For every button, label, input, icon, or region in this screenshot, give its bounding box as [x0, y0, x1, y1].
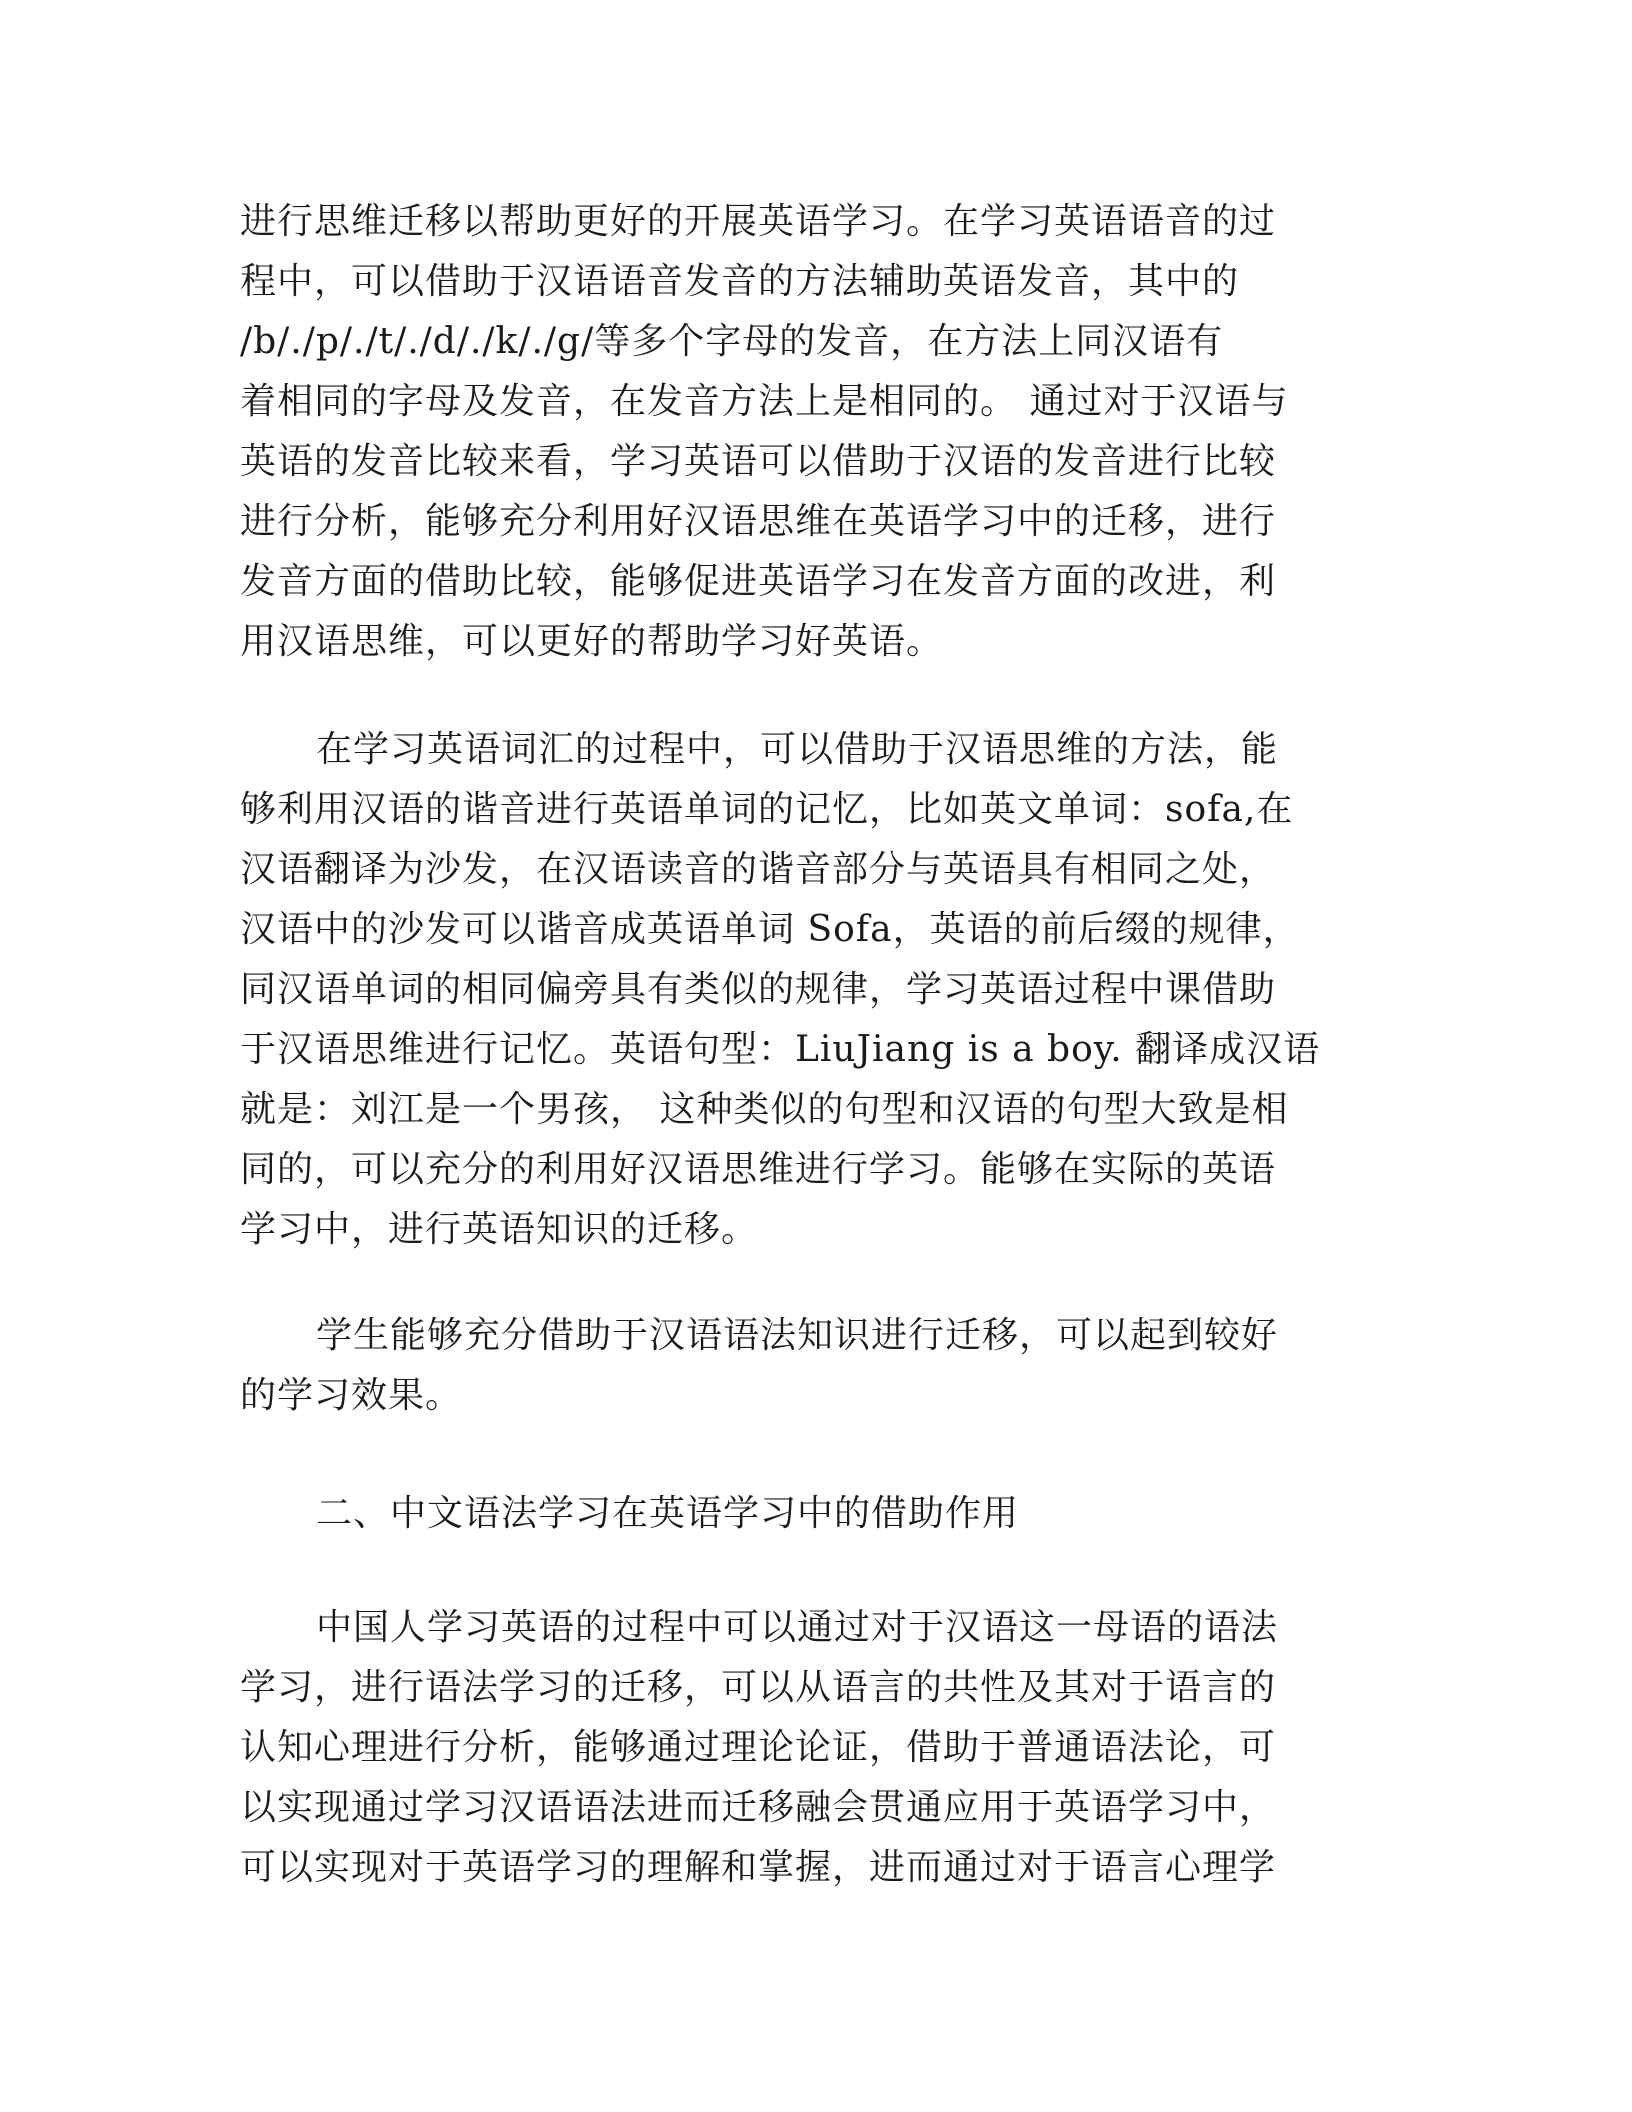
paragraph-phonetics [240, 192, 1400, 672]
section-heading-text: 二、中文语法学习在英语学习中的借助作用 [316, 1493, 1020, 1534]
text-line: 学习，进行语法学习的迁移，可以从语言的共性及其对于语言的 [240, 1667, 1277, 1708]
text-line: 程中，可以借助于汉语语音发音的方法辅助英语发音，其中的 [240, 261, 1240, 302]
text-line: 同的，可以充分的利用好汉语思维进行学习。能够在实际的英语 [240, 1149, 1277, 1190]
text-line: 着相同的字母及发音，在发音方法上是相同的。 通过对于汉语与 [240, 381, 1289, 422]
text-line: 进行思维迁移以帮助更好的开展英语学习。在学习英语语音的过 [240, 201, 1277, 242]
text-line: 同汉语单词的相同偏旁具有类似的规律，学习英语过程中课借助 [240, 969, 1277, 1010]
text-line: 进行分析，能够充分利用好汉语思维在英语学习中的迁移，进行 [240, 501, 1277, 542]
text-line: 用汉语思维，可以更好的帮助学习好英语。 [240, 621, 944, 662]
text-line: 中国人学习英语的过程中可以通过对于汉语这一母语的语法 [316, 1607, 1279, 1648]
text-line: 学生能够充分借助于汉语语法知识进行迁移，可以起到较好 [316, 1315, 1279, 1356]
section-heading [240, 1484, 1400, 1544]
text-line: 以实现通过学习汉语语法进而迁移融会贯通应用于英语学习中， [240, 1787, 1277, 1828]
text-line: /b/./p/./t/./d/./k/./g/等多个字母的发音，在方法上同汉语有 [240, 321, 1224, 362]
text-line: 在学习英语词汇的过程中，可以借助于汉语思维的方法，能 [316, 729, 1279, 770]
text-line: 汉语中的沙发可以谐音成英语单词 Sofa，英语的前后缀的规律， [240, 909, 1300, 950]
text-line: 英语的发音比较来看，学习英语可以借助于汉语的发音进行比较 [240, 441, 1277, 482]
text-line: 的学习效果。 [240, 1375, 463, 1416]
paragraph-grammar-transfer [240, 1306, 1400, 1426]
text-line: 于汉语思维进行记忆。英语句型：LiuJiang is a boy. 翻译成汉语 [240, 1029, 1321, 1070]
text-line: 认知心理进行分析，能够通过理论论证，借助于普通语法论，可 [240, 1727, 1277, 1768]
text-line: 汉语翻译为沙发，在汉语读音的谐音部分与英语具有相同之处， [240, 849, 1277, 890]
text-line: 学习中，进行英语知识的迁移。 [240, 1209, 759, 1250]
paragraph-grammar-learning [240, 1598, 1400, 1898]
text-line: 可以实现对于英语学习的理解和掌握，进而通过对于语言心理学 [240, 1847, 1277, 1888]
text-line: 发音方面的借助比较，能够促进英语学习在发音方面的改进，利 [240, 561, 1277, 602]
text-line: 够利用汉语的谐音进行英语单词的记忆，比如英文单词：sofa,在 [240, 789, 1294, 830]
text-line: 就是：刘江是一个男孩， 这种类似的句型和汉语的句型大致是相 [240, 1089, 1289, 1130]
paragraph-vocabulary [240, 720, 1400, 1260]
